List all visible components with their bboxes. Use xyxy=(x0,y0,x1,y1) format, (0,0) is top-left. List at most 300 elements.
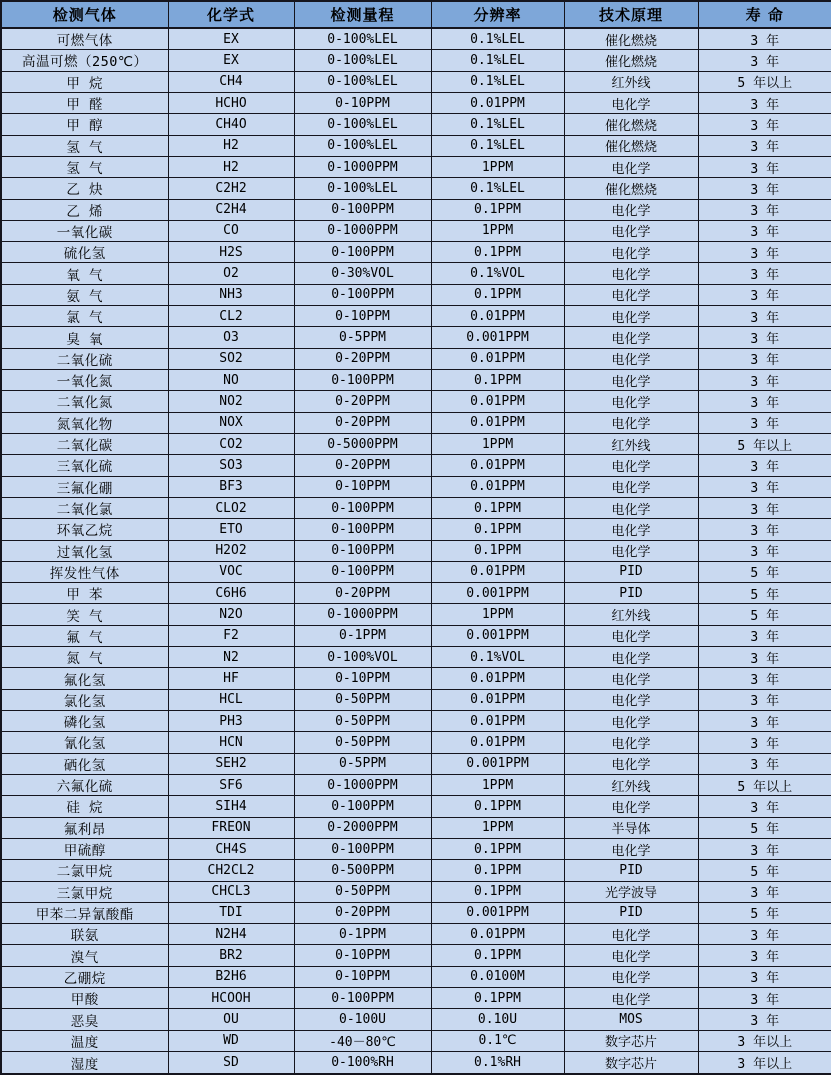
cell-lifespan: 5 年以上 xyxy=(698,774,831,795)
cell-chemical-formula: F2 xyxy=(168,625,294,646)
table-row xyxy=(1,583,831,604)
cell-technology: 电化学 xyxy=(564,92,698,113)
cell-chemical-formula: NO xyxy=(168,370,294,391)
cell-lifespan: 3 年 xyxy=(698,455,831,476)
table-row xyxy=(1,902,831,923)
cell-gas-name: 三氧化硫 xyxy=(1,455,168,476)
table-row xyxy=(1,50,831,71)
header-cell-technology: 技术原理 xyxy=(564,1,698,28)
cell-resolution: 0.1%LEL xyxy=(431,28,564,50)
cell-chemical-formula: EX xyxy=(168,28,294,50)
cell-detection-range: 0-20PPM xyxy=(294,583,431,604)
table-row xyxy=(1,220,831,241)
cell-resolution: 0.1%LEL xyxy=(431,178,564,199)
cell-lifespan: 3 年 xyxy=(698,988,831,1009)
cell-lifespan: 3 年 xyxy=(698,370,831,391)
cell-lifespan: 3 年 xyxy=(698,348,831,369)
cell-gas-name: 甲酸 xyxy=(1,988,168,1009)
cell-technology: 电化学 xyxy=(564,348,698,369)
cell-detection-range: 0-50PPM xyxy=(294,881,431,902)
cell-gas-name: 一氧化碳 xyxy=(1,220,168,241)
cell-detection-range: 0-30%VOL xyxy=(294,263,431,284)
cell-resolution: 0.01PPM xyxy=(431,476,564,497)
cell-lifespan: 3 年 xyxy=(698,476,831,497)
cell-resolution: 0.01PPM xyxy=(431,455,564,476)
cell-resolution: 0.01PPM xyxy=(431,732,564,753)
cell-technology: 电化学 xyxy=(564,924,698,945)
cell-resolution: 0.1PPM xyxy=(431,860,564,881)
cell-resolution: 0.1%LEL xyxy=(431,71,564,92)
cell-resolution: 1PPM xyxy=(431,774,564,795)
cell-resolution: 0.1%VOL xyxy=(431,647,564,668)
cell-resolution: 0.1PPM xyxy=(431,370,564,391)
cell-chemical-formula: CH4O xyxy=(168,114,294,135)
cell-resolution: 0.1%LEL xyxy=(431,135,564,156)
cell-detection-range: 0-100PPM xyxy=(294,370,431,391)
cell-lifespan: 3 年 xyxy=(698,306,831,327)
cell-detection-range: 0-50PPM xyxy=(294,689,431,710)
cell-chemical-formula: NO2 xyxy=(168,391,294,412)
cell-detection-range: 0-1000PPM xyxy=(294,604,431,625)
cell-gas-name: 硒化氢 xyxy=(1,753,168,774)
table-row xyxy=(1,71,831,92)
cell-chemical-formula: O2 xyxy=(168,263,294,284)
cell-gas-name: 甲 烷 xyxy=(1,71,168,92)
cell-chemical-formula: WD xyxy=(168,1030,294,1051)
cell-resolution: 0.1℃ xyxy=(431,1030,564,1051)
cell-resolution: 0.001PPM xyxy=(431,583,564,604)
cell-detection-range: 0-20PPM xyxy=(294,455,431,476)
cell-technology: PID xyxy=(564,583,698,604)
cell-technology: 电化学 xyxy=(564,497,698,518)
cell-resolution: 0.001PPM xyxy=(431,625,564,646)
cell-chemical-formula: B2H6 xyxy=(168,966,294,987)
cell-gas-name: 温度 xyxy=(1,1030,168,1051)
cell-resolution: 0.1PPM xyxy=(431,540,564,561)
cell-gas-name: 环氧乙烷 xyxy=(1,519,168,540)
cell-resolution: 0.1PPM xyxy=(431,945,564,966)
cell-detection-range: 0-100PPM xyxy=(294,242,431,263)
cell-gas-name: 氧 气 xyxy=(1,263,168,284)
cell-gas-name: 甲 苯 xyxy=(1,583,168,604)
cell-technology: PID xyxy=(564,860,698,881)
cell-technology: 电化学 xyxy=(564,966,698,987)
cell-detection-range: 0-50PPM xyxy=(294,732,431,753)
table-row xyxy=(1,796,831,817)
cell-chemical-formula: BF3 xyxy=(168,476,294,497)
cell-lifespan: 3 年 xyxy=(698,924,831,945)
table-row xyxy=(1,412,831,433)
cell-chemical-formula: C2H4 xyxy=(168,199,294,220)
cell-detection-range: 0-100PPM xyxy=(294,796,431,817)
cell-technology: 电化学 xyxy=(564,263,698,284)
cell-detection-range: 0-1PPM xyxy=(294,924,431,945)
header-cell-resolution: 分辨率 xyxy=(431,1,564,28)
cell-gas-name: 氮氧化物 xyxy=(1,412,168,433)
cell-technology: PID xyxy=(564,902,698,923)
cell-gas-name: 一氧化氮 xyxy=(1,370,168,391)
cell-gas-name: 氢 气 xyxy=(1,135,168,156)
cell-lifespan: 3 年 xyxy=(698,497,831,518)
cell-gas-name: 硫化氢 xyxy=(1,242,168,263)
cell-lifespan: 3 年 xyxy=(698,796,831,817)
table-row xyxy=(1,92,831,113)
cell-technology: 电化学 xyxy=(564,370,698,391)
cell-technology: 电化学 xyxy=(564,540,698,561)
cell-lifespan: 3 年 xyxy=(698,753,831,774)
cell-gas-name: 二氧化氯 xyxy=(1,497,168,518)
cell-chemical-formula: H2 xyxy=(168,156,294,177)
cell-lifespan: 3 年 xyxy=(698,284,831,305)
cell-detection-range: 0-100PPM xyxy=(294,988,431,1009)
cell-resolution: 1PPM xyxy=(431,817,564,838)
cell-technology: 电化学 xyxy=(564,327,698,348)
table-row xyxy=(1,817,831,838)
cell-gas-name: 臭 氧 xyxy=(1,327,168,348)
cell-detection-range: 0-10PPM xyxy=(294,945,431,966)
cell-technology: 电化学 xyxy=(564,306,698,327)
table-row xyxy=(1,924,831,945)
cell-lifespan: 3 年 xyxy=(698,647,831,668)
table-row xyxy=(1,114,831,135)
cell-detection-range: 0-100%LEL xyxy=(294,178,431,199)
cell-chemical-formula: C2H2 xyxy=(168,178,294,199)
cell-resolution: 0.01PPM xyxy=(431,689,564,710)
cell-lifespan: 3 年 xyxy=(698,668,831,689)
cell-resolution: 0.1PPM xyxy=(431,519,564,540)
cell-chemical-formula: NOX xyxy=(168,412,294,433)
header-cell-chemical-formula: 化学式 xyxy=(168,1,294,28)
table-row xyxy=(1,625,831,646)
cell-detection-range: 0-10PPM xyxy=(294,966,431,987)
cell-technology: 半导体 xyxy=(564,817,698,838)
cell-detection-range: 0-10PPM xyxy=(294,476,431,497)
cell-gas-name: 六氟化硫 xyxy=(1,774,168,795)
cell-chemical-formula: SD xyxy=(168,1052,294,1074)
cell-detection-range: 0-50PPM xyxy=(294,711,431,732)
cell-resolution: 0.01PPM xyxy=(431,348,564,369)
cell-lifespan: 3 年 xyxy=(698,156,831,177)
cell-chemical-formula: CO2 xyxy=(168,433,294,454)
cell-lifespan: 5 年 xyxy=(698,604,831,625)
cell-lifespan: 5 年以上 xyxy=(698,71,831,92)
cell-detection-range: 0-5PPM xyxy=(294,753,431,774)
cell-resolution: 0.1%RH xyxy=(431,1052,564,1074)
cell-chemical-formula: H2S xyxy=(168,242,294,263)
cell-lifespan: 3 年 xyxy=(698,711,831,732)
cell-lifespan: 3 年以上 xyxy=(698,1052,831,1074)
cell-gas-name: 氟 气 xyxy=(1,625,168,646)
cell-chemical-formula: SO2 xyxy=(168,348,294,369)
cell-chemical-formula: SF6 xyxy=(168,774,294,795)
cell-technology: 红外线 xyxy=(564,604,698,625)
cell-gas-name: 可燃气体 xyxy=(1,28,168,50)
cell-technology: 电化学 xyxy=(564,220,698,241)
cell-resolution: 1PPM xyxy=(431,220,564,241)
cell-resolution: 1PPM xyxy=(431,604,564,625)
table-row xyxy=(1,540,831,561)
cell-detection-range: 0-100%LEL xyxy=(294,50,431,71)
table-row xyxy=(1,881,831,902)
table-row xyxy=(1,1030,831,1051)
cell-technology: 数字芯片 xyxy=(564,1030,698,1051)
table-row xyxy=(1,284,831,305)
cell-technology: 电化学 xyxy=(564,647,698,668)
cell-chemical-formula: H2O2 xyxy=(168,540,294,561)
table-row xyxy=(1,135,831,156)
cell-detection-range: 0-100PPM xyxy=(294,561,431,582)
cell-technology: 电化学 xyxy=(564,753,698,774)
cell-technology: 电化学 xyxy=(564,625,698,646)
cell-chemical-formula: ETO xyxy=(168,519,294,540)
cell-gas-name: 过氧化氢 xyxy=(1,540,168,561)
cell-gas-name: 二氧化硫 xyxy=(1,348,168,369)
table-row xyxy=(1,647,831,668)
table-row xyxy=(1,455,831,476)
cell-resolution: 0.01PPM xyxy=(431,92,564,113)
table-row xyxy=(1,497,831,518)
cell-lifespan: 3 年 xyxy=(698,881,831,902)
cell-gas-name: 三氯甲烷 xyxy=(1,881,168,902)
cell-technology: 电化学 xyxy=(564,284,698,305)
cell-chemical-formula: SIH4 xyxy=(168,796,294,817)
cell-gas-name: 二氧化碳 xyxy=(1,433,168,454)
cell-gas-name: 湿度 xyxy=(1,1052,168,1074)
cell-gas-name: 氟利昂 xyxy=(1,817,168,838)
cell-gas-name: 甲硫醇 xyxy=(1,838,168,859)
cell-chemical-formula: BR2 xyxy=(168,945,294,966)
cell-chemical-formula: HCHO xyxy=(168,92,294,113)
table-row xyxy=(1,711,831,732)
cell-chemical-formula: C6H6 xyxy=(168,583,294,604)
cell-technology: 催化燃烧 xyxy=(564,135,698,156)
cell-resolution: 0.1PPM xyxy=(431,881,564,902)
cell-lifespan: 3 年 xyxy=(698,263,831,284)
cell-resolution: 0.01PPM xyxy=(431,668,564,689)
cell-resolution: 0.1PPM xyxy=(431,242,564,263)
cell-detection-range: 0-100%LEL xyxy=(294,114,431,135)
cell-technology: 催化燃烧 xyxy=(564,114,698,135)
cell-resolution: 0.1PPM xyxy=(431,838,564,859)
table-row xyxy=(1,156,831,177)
cell-technology: PID xyxy=(564,561,698,582)
table-row xyxy=(1,561,831,582)
cell-gas-name: 联氨 xyxy=(1,924,168,945)
cell-chemical-formula: N2 xyxy=(168,647,294,668)
table-row xyxy=(1,988,831,1009)
cell-detection-range: 0-100PPM xyxy=(294,199,431,220)
cell-detection-range: 0-10PPM xyxy=(294,92,431,113)
cell-technology: 光学波导 xyxy=(564,881,698,902)
cell-chemical-formula: HF xyxy=(168,668,294,689)
cell-detection-range: 0-100%VOL xyxy=(294,647,431,668)
cell-detection-range: 0-20PPM xyxy=(294,348,431,369)
cell-lifespan: 3 年 xyxy=(698,540,831,561)
cell-chemical-formula: FREON xyxy=(168,817,294,838)
table-row xyxy=(1,966,831,987)
cell-technology: 电化学 xyxy=(564,732,698,753)
table-row xyxy=(1,263,831,284)
cell-chemical-formula: N2O xyxy=(168,604,294,625)
cell-technology: 电化学 xyxy=(564,519,698,540)
cell-technology: 电化学 xyxy=(564,412,698,433)
cell-chemical-formula: CLO2 xyxy=(168,497,294,518)
cell-resolution: 0.0100M xyxy=(431,966,564,987)
cell-lifespan: 3 年 xyxy=(698,199,831,220)
table-row xyxy=(1,370,831,391)
table-row xyxy=(1,178,831,199)
cell-technology: 电化学 xyxy=(564,391,698,412)
table-row xyxy=(1,753,831,774)
cell-detection-range: 0-100%LEL xyxy=(294,28,431,50)
cell-technology: 电化学 xyxy=(564,242,698,263)
cell-detection-range: 0-100PPM xyxy=(294,519,431,540)
cell-detection-range: 0-10PPM xyxy=(294,668,431,689)
cell-lifespan: 5 年以上 xyxy=(698,433,831,454)
cell-detection-range: 0-20PPM xyxy=(294,412,431,433)
cell-lifespan: 3 年 xyxy=(698,966,831,987)
cell-resolution: 0.1PPM xyxy=(431,497,564,518)
cell-lifespan: 3 年 xyxy=(698,28,831,50)
cell-lifespan: 5 年 xyxy=(698,583,831,604)
cell-lifespan: 3 年 xyxy=(698,412,831,433)
cell-detection-range: 0-100%LEL xyxy=(294,135,431,156)
cell-resolution: 0.01PPM xyxy=(431,711,564,732)
cell-gas-name: 三氟化硼 xyxy=(1,476,168,497)
cell-detection-range: 0-1000PPM xyxy=(294,220,431,241)
cell-gas-name: 甲苯二异氰酸酯 xyxy=(1,902,168,923)
table-row xyxy=(1,476,831,497)
cell-lifespan: 3 年 xyxy=(698,391,831,412)
cell-lifespan: 3 年 xyxy=(698,945,831,966)
cell-lifespan: 3 年 xyxy=(698,625,831,646)
cell-chemical-formula: VOC xyxy=(168,561,294,582)
cell-technology: 数字芯片 xyxy=(564,1052,698,1074)
cell-gas-name: 二氯甲烷 xyxy=(1,860,168,881)
cell-technology: 电化学 xyxy=(564,668,698,689)
cell-technology: 电化学 xyxy=(564,796,698,817)
cell-detection-range: 0-5000PPM xyxy=(294,433,431,454)
cell-resolution: 0.10U xyxy=(431,1009,564,1030)
cell-chemical-formula: CHCL3 xyxy=(168,881,294,902)
cell-lifespan: 5 年 xyxy=(698,561,831,582)
cell-lifespan: 3 年 xyxy=(698,689,831,710)
cell-gas-name: 氮 气 xyxy=(1,647,168,668)
header-cell-gas-name: 检测气体 xyxy=(1,1,168,28)
cell-chemical-formula: CH4S xyxy=(168,838,294,859)
table-row xyxy=(1,327,831,348)
cell-resolution: 0.1%LEL xyxy=(431,50,564,71)
cell-resolution: 0.1%LEL xyxy=(431,114,564,135)
cell-chemical-formula: HCL xyxy=(168,689,294,710)
cell-technology: 红外线 xyxy=(564,774,698,795)
cell-chemical-formula: SO3 xyxy=(168,455,294,476)
cell-detection-range: 0-100PPM xyxy=(294,838,431,859)
table-row xyxy=(1,732,831,753)
table-row xyxy=(1,28,831,50)
cell-lifespan: 3 年 xyxy=(698,838,831,859)
table-row xyxy=(1,668,831,689)
cell-lifespan: 3 年 xyxy=(698,92,831,113)
table-body xyxy=(1,28,831,1074)
cell-detection-range: 0-100PPM xyxy=(294,540,431,561)
header-cell-detection-range: 检测量程 xyxy=(294,1,431,28)
cell-gas-name: 挥发性气体 xyxy=(1,561,168,582)
cell-lifespan: 3 年 xyxy=(698,135,831,156)
cell-technology: 催化燃烧 xyxy=(564,178,698,199)
table-row xyxy=(1,1009,831,1030)
table-row xyxy=(1,391,831,412)
cell-gas-name: 溴气 xyxy=(1,945,168,966)
table-row xyxy=(1,604,831,625)
cell-technology: 催化燃烧 xyxy=(564,28,698,50)
cell-gas-name: 甲 醇 xyxy=(1,114,168,135)
cell-resolution: 0.001PPM xyxy=(431,327,564,348)
table-row xyxy=(1,242,831,263)
cell-detection-range: 0-500PPM xyxy=(294,860,431,881)
table-row xyxy=(1,945,831,966)
cell-detection-range: 0-10PPM xyxy=(294,306,431,327)
cell-chemical-formula: HCOOH xyxy=(168,988,294,1009)
cell-technology: 电化学 xyxy=(564,988,698,1009)
cell-resolution: 0.1PPM xyxy=(431,988,564,1009)
cell-lifespan: 5 年 xyxy=(698,860,831,881)
cell-gas-name: 二氧化氮 xyxy=(1,391,168,412)
cell-lifespan: 5 年 xyxy=(698,902,831,923)
table-row xyxy=(1,433,831,454)
cell-technology: 电化学 xyxy=(564,945,698,966)
cell-chemical-formula: CH4 xyxy=(168,71,294,92)
cell-lifespan: 3 年 xyxy=(698,50,831,71)
cell-gas-name: 恶臭 xyxy=(1,1009,168,1030)
cell-chemical-formula: H2 xyxy=(168,135,294,156)
cell-lifespan: 3 年 xyxy=(698,732,831,753)
cell-detection-range: 0-1PPM xyxy=(294,625,431,646)
cell-chemical-formula: SEH2 xyxy=(168,753,294,774)
cell-detection-range: 0-100U xyxy=(294,1009,431,1030)
cell-gas-name: 氯化氢 xyxy=(1,689,168,710)
cell-chemical-formula: EX xyxy=(168,50,294,71)
cell-resolution: 0.01PPM xyxy=(431,924,564,945)
cell-lifespan: 3 年 xyxy=(698,1009,831,1030)
cell-gas-name: 乙 炔 xyxy=(1,178,168,199)
cell-technology: 电化学 xyxy=(564,199,698,220)
table-row xyxy=(1,689,831,710)
cell-gas-name: 氨 气 xyxy=(1,284,168,305)
cell-resolution: 0.1PPM xyxy=(431,796,564,817)
cell-lifespan: 3 年 xyxy=(698,242,831,263)
table-row xyxy=(1,348,831,369)
cell-technology: 电化学 xyxy=(564,838,698,859)
cell-technology: 电化学 xyxy=(564,476,698,497)
cell-gas-name: 乙硼烷 xyxy=(1,966,168,987)
cell-lifespan: 3 年 xyxy=(698,220,831,241)
cell-gas-name: 磷化氢 xyxy=(1,711,168,732)
cell-resolution: 0.01PPM xyxy=(431,412,564,433)
table-row xyxy=(1,306,831,327)
cell-detection-range: 0-20PPM xyxy=(294,902,431,923)
cell-detection-range: -40－80℃ xyxy=(294,1030,431,1051)
cell-gas-name: 氢 气 xyxy=(1,156,168,177)
cell-detection-range: 0-2000PPM xyxy=(294,817,431,838)
cell-resolution: 0.001PPM xyxy=(431,902,564,923)
cell-technology: 电化学 xyxy=(564,689,698,710)
table-row xyxy=(1,838,831,859)
cell-lifespan: 3 年 xyxy=(698,114,831,135)
cell-detection-range: 0-100PPM xyxy=(294,284,431,305)
cell-technology: 红外线 xyxy=(564,71,698,92)
cell-technology: 电化学 xyxy=(564,455,698,476)
